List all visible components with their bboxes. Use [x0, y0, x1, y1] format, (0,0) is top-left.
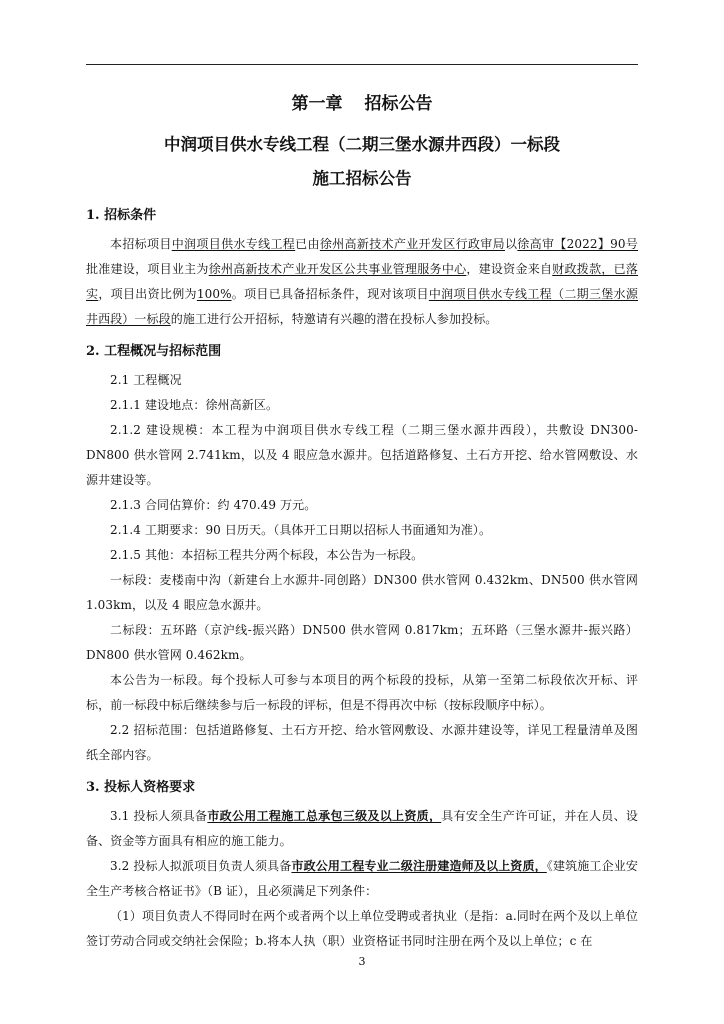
chapter-label: 第一章: [291, 94, 343, 114]
paragraph-3-2: 3.2 投标人拟派项目负责人须具备市政公用工程专业二级注册建造师及以上资质，《建筑施工企业安全生产考核合格证书》（B 证），且必须满足下列条件：: [86, 859, 638, 898]
paragraph-2-1-5: 2.1.5 其他：本招标工程共分两个标段，本公告为一标段。: [110, 548, 424, 562]
project-name: 中润项目供水专线工程: [171, 237, 296, 251]
paragraph-lot-2: 二标段：五环路（京沪线-振兴路）DN500 供水管网 0.817km；五环路（三堡水源井-振兴路）DN800 供水管网 0.462km。: [86, 623, 638, 662]
paragraph-2-1-3: 2.1.3 合同估算价：约 470.49 万元。: [110, 498, 317, 512]
chapter-heading: [86, 90, 638, 118]
paragraph-3-2-1: （1）项目负责人不得同时在两个或者两个以上单位受聘或者执业（是指：a.同时在两个及以上单位签订劳动合同或交纳社会保险；b.将本人执（职）业资格证书同时注册在两个及以上单位；c 在: [86, 909, 638, 948]
section-1-paragraph: 本招标项目中润项目供水专线工程已由徐州高新技术产业开发区行政审局以徐高审【2022】90号批准建设，项目业主为徐州高新技术产业开发区公共事业管理服务中心，建设资金来自财政拨款，已落实，项目出资比例为100%。项目已具备招标条件，现对该项目中润项目供水专线工程（二期三堡水源井西段）一标段的施工进行公开招标，特邀请有兴趣的潜在投标人参加投标。: [86, 237, 638, 326]
header-rule: [86, 64, 638, 65]
required-constructor-qualification: 市政公用工程专业二级注册建造师及以上资质，: [291, 859, 547, 873]
project-title: 中润项目供水专线工程（二期三堡水源井西段）一标段: [164, 135, 560, 154]
page-number: 3: [358, 955, 366, 968]
approver: 徐州高新技术产业开发区行政审局: [319, 237, 505, 251]
document-page: [86, 90, 638, 954]
paragraph-2-1-1: 2.1.1 建设地点：徐州高新区。: [110, 398, 279, 412]
fund-source: 财政拨款，已落实: [86, 262, 638, 301]
approval-doc-no: 徐高审【2022】90号: [517, 237, 638, 251]
required-qualification: 市政公用工程施工总承包三级及以上资质，: [207, 809, 442, 823]
chapter-title: 招标公告: [364, 94, 433, 114]
paragraph-2-1-2: 2.1.2 建设规模：本工程为中润项目供水专线工程（二期三堡水源井西段），共敷设 DN300-DN800 供水管网 2.741km，以及 4 眼应急水源井。包括道路修复、土石方开挖、给水管网敷设、水源井建设等。: [86, 423, 638, 487]
paragraph-2-1: 2.1 工程概况: [110, 373, 182, 387]
section-name: 中润项目供水专线工程（二期三堡水源井西段）一标段: [86, 287, 638, 326]
project-owner: 徐州高新技术产业开发区公共事业管理服务中心: [208, 262, 467, 276]
section-3-heading: 3. 投标人资格要求: [86, 780, 196, 795]
paragraph-3-1: 3.1 投标人须具备市政公用工程施工总承包三级及以上资质，具有安全生产许可证，并在人员、设备、资金等方面具有相应的施工能力。: [86, 809, 639, 848]
paragraph-2-1-4: 2.1.4 工期要求：90 日历天。（具体开工日期以招标人书面通知为准）。: [110, 523, 492, 537]
section-2-heading: 2. 工程概况与招标范围: [86, 344, 222, 359]
paragraph-lot-1: 一标段：麦楼南中沟（新建台上水源井-同创路）DN300 供水管网 0.432km、DN500 供水管网 1.03km，以及 4 眼应急水源井。: [86, 573, 638, 612]
notice-title: 施工招标公告: [312, 169, 412, 188]
section-1-heading: 1. 招标条件: [86, 208, 157, 223]
paragraph-2-2: 2.2 招标范围：包括道路修复、土石方开挖、给水管网敷设、水源井建设等，详见工程量清单及图纸全部内容。: [86, 723, 638, 762]
paragraph-lot-rules: 本公告为一标段。每个投标人可参与本项目的两个标段的投标，从第一至第二标段依次开标、评标，前一标段中标后继续参与后一标段的评标，但是不得再次中标（按标段顺序中标）。: [86, 673, 638, 712]
funding-ratio: 100%: [196, 287, 232, 301]
